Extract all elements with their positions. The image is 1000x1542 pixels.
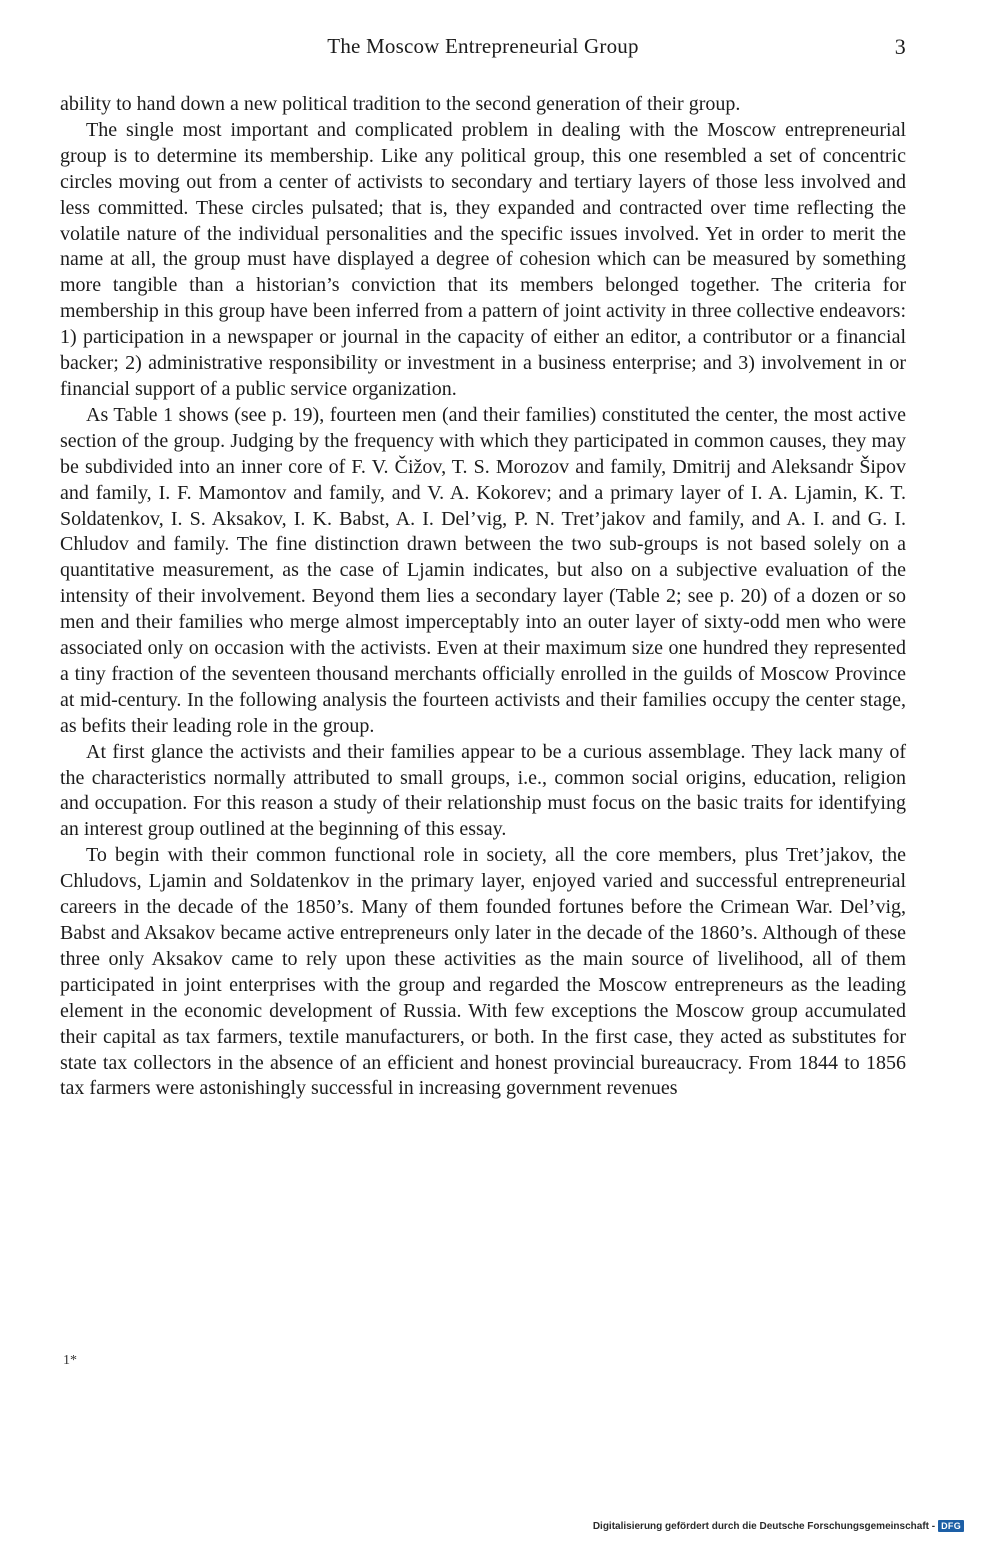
dfg-logo-icon: DFG: [938, 1520, 964, 1532]
paragraph-functional-role: To begin with their common functional role in society, all the core members, plus Tret’jakov, the Chludovs, Ljamin and Soldatenkov in the primary layer, enjoyed varied and successful entrepreneurial careers in the decade of the 1850’s. Many of them founded fortunes before the Crimean War. Del’vig, Babst and Aksakov became active entrepreneurs only later in the decade of the 1860’s. Although of these three only Aksakov came to rely upon these activities as the main source of livelihood, all of them participated in joint enterprises with the group and regarded the Moscow entrepreneurs as the leading element in the economic development of Russia. With few exceptions the Moscow group accumulated their capital as tax farmers, textile manufacturers, or both. In the first case, they acted as substitutes for state tax collectors in the absence of an efficient and honest provincial bureaucracy. From 1844 to 1856 tax farmers were astonishingly successful in increasing government revenues: [60, 844, 906, 1100]
digitization-note: [593, 1520, 964, 1532]
page-number: 3: [894, 34, 906, 59]
body-text: [60, 92, 906, 1102]
page: [60, 34, 906, 1102]
paragraph-table-1: As Table 1 shows (see p. 19), fourteen men (and their families) constituted the center, the most active section of the group. Judging by the frequency with which they participated in common causes, they may be subdivided into an inner core of F. V. Čižov, T. S. Morozov and family, Dmitrij and Aleksandr Šipov and family, I. F. Mamontov and family, and V. A. Kokorev; and a primary layer of I. A. Ljamin, K. T. Soldatenkov, I. S. Aksakov, I. K. Babst, A. I. Del’vig, P. N. Tret’jakov and family, and A. I. and G. I. Chludov and family. The fine distinction drawn between the two sub-groups is not based solely on a quantitative measurement, as the case of Ljamin indicates, but also on a subjective evaluation of the intensity of their involvement. Beyond them lies a secondary layer (Table 2; see p. 20) of a dozen or so men and their families who merge almost imperceptably into an outer layer of sixty-odd men who were associated only on occasion with the activists. Even at their maximum size one hundred they represented a tiny fraction of the seventeen thousand merchants officially enrolled in the guilds of Moscow Province at mid-century. In the following analysis the fourteen activists and their families occupy the center stage, as befits their leading role in the group.: [60, 403, 906, 737]
running-title: The Moscow Entrepreneurial Group: [327, 34, 639, 58]
footnote-marker: 1*: [63, 1353, 77, 1368]
paragraph-membership: The single most important and complicated problem in dealing with the Moscow entrepreneurial group is to determine its membership. Like any political group, this one resembled a set of concentric circles moving out from a center of activists to secondary and tertiary layers of those less involved and less committed. These circles pulsated; that is, they expanded and contracted over time reflecting the volatile nature of the individual personalities and the specific issues involved. Yet in order to merit the name at all, the group must have displayed a degree of cohesion which can be measured by something more tangible than a historian’s conviction that its members belonged together. The criteria for membership in this group have been inferred from a pattern of joint activity in three collective endeavors: 1) participation in a newspaper or journal in the capacity of either an editor, a contributor or a financial backer; 2) administrative responsibility or investment in a business enterprise; and 3) involvement in or financial support of a public service organization.: [60, 118, 906, 400]
running-header: [60, 34, 906, 68]
digitization-text: Digitalisierung gefördert durch die Deutsche Forschungsgemeinschaft -: [592, 1520, 936, 1532]
paragraph-first-glance: At first glance the activists and their families appear to be a curious assemblage. They lack many of the characteristics normally attributed to small groups, i.e., common social origins, education, religion and occupation. For this reason a study of their relationship must focus on the basic traits for identifying an interest group outlined at the beginning of this essay.: [60, 740, 906, 841]
paragraph-continuation: ability to hand down a new political tradition to the second generation of their group.: [60, 93, 741, 115]
